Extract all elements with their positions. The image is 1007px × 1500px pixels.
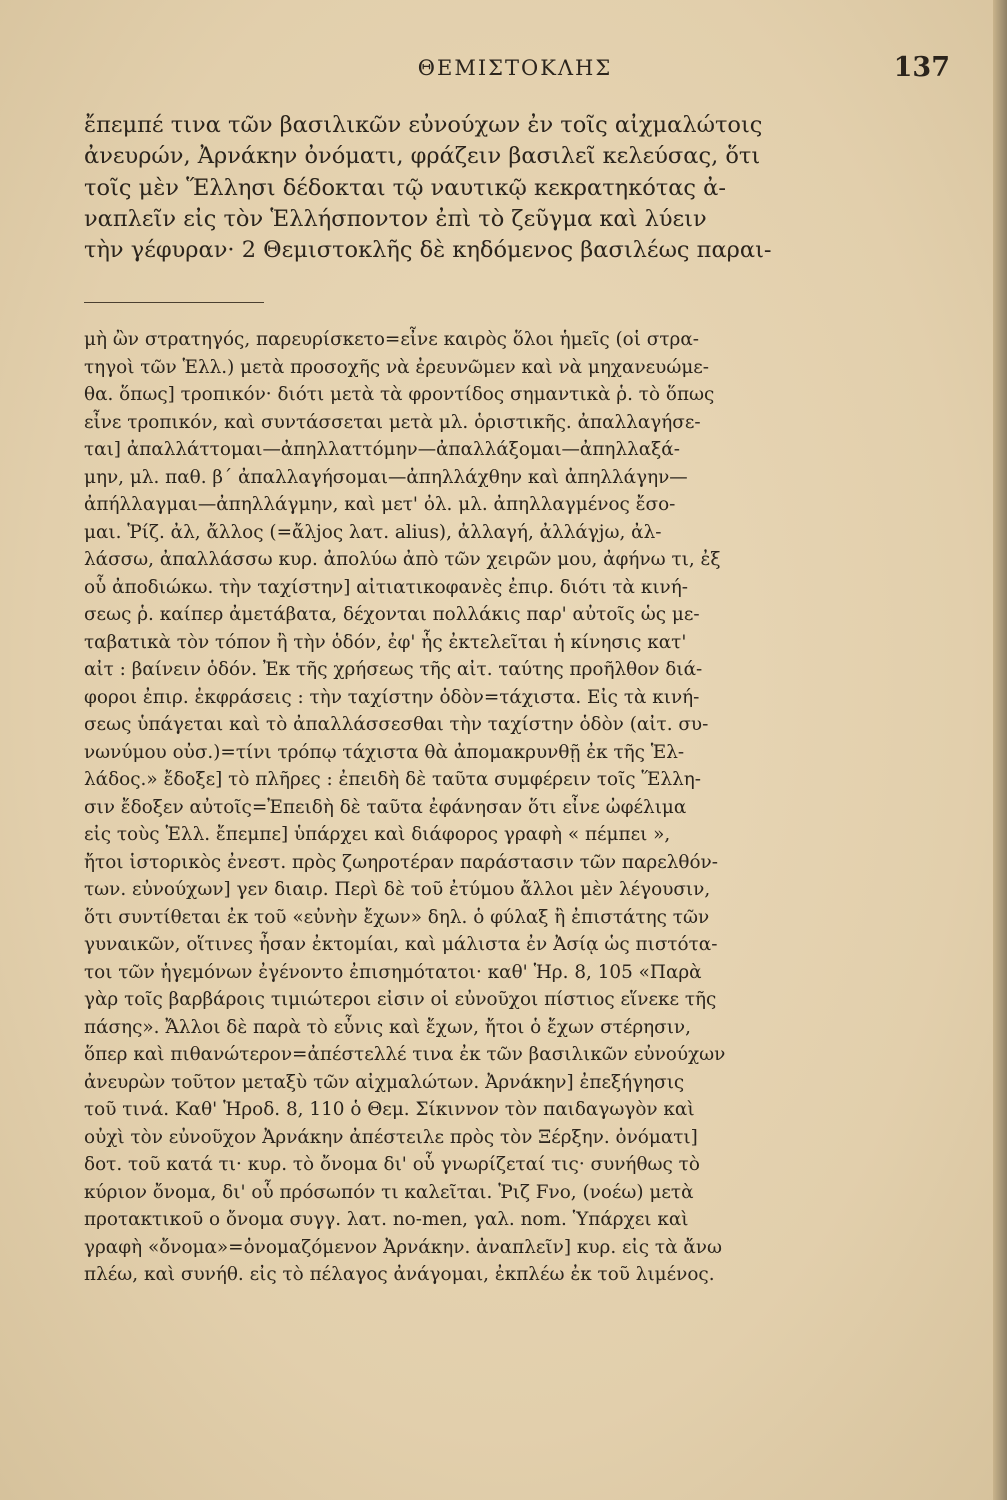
note-line: γυναικῶν, οἵτινες ἦσαν ἐκτομίαι, καὶ μάλιστα ἐν Ἀσίᾳ ὡς πιστότα- bbox=[84, 934, 718, 955]
note-line: κύριον ὄνομα, δι' οὗ πρόσωπόν τι καλεῖται. Ῥιζ Fνο, (νοέω) μετὰ bbox=[84, 1181, 694, 1203]
note-line: θα. ὅπως] τροπικόν· διότι μετὰ τὰ φροντίδος σημαντικὰ ῥ. τὸ ὅπως bbox=[84, 384, 715, 405]
footnote-divider bbox=[84, 302, 264, 303]
main-text-line: τὴν γέφυραν· 2 Θεμιστοκλῆς δὲ κηδόμενος βασιλέως παραι- bbox=[84, 237, 772, 264]
note-line: πάσης». Ἄλλοι δὲ παρὰ τὸ εὖνις καὶ ἔχων, ἤτοι ὁ ἔχων στέρησιν, bbox=[84, 1016, 691, 1038]
note-line: προτακτικοῦ ο ὄνομα συγγ. λατ. no-men, γαλ. nom. Ὑπάρχει καὶ bbox=[84, 1209, 689, 1230]
note-line: εἰς τοὺς Ἑλλ. ἔπεμπε] ὑπάρχει καὶ διάφορος γραφὴ « πέμπει », bbox=[84, 824, 671, 845]
page-header bbox=[80, 50, 950, 90]
note-line: των. εὐνούχων] γεν διαιρ. Περὶ δὲ τοῦ ἐτύμου ἄλλοι μὲν λέγουσιν, bbox=[84, 879, 711, 900]
note-line: οὗ ἀποδιώκω. τὴν ταχίστην] αἰτιατικοφανὲς ἐπιρ. διότι τὰ κινή- bbox=[84, 576, 688, 598]
note-line: φοροι ἐπιρ. ἐκφράσεις : τὴν ταχίστην ὁδὸν=τάχιστα. Εἰς τὰ κινή- bbox=[84, 686, 700, 708]
note-line: τηγοὶ τῶν Ἑλλ.) μετὰ προσοχῆς νὰ ἐρευνῶμεν καὶ νὰ μηχανευώμε- bbox=[84, 356, 710, 378]
main-text-line: ναπλεῖν εἰς τὸν Ἑλλήσποντον ἐπὶ τὸ ζεῦγμα καὶ λύειν bbox=[84, 205, 707, 232]
note-line: γραφὴ «ὄνομα»=ὀνομαζόμενον Ἀρνάκην. ἀναπλεῖν] κυρ. εἰς τὰ ἄνω bbox=[84, 1236, 722, 1258]
note-line: ἤτοι ἱστορικὸς ἐνεστ. πρὸς ζωηροτέραν παράστασιν τῶν παρελθόν- bbox=[84, 851, 718, 873]
main-text-line: ἔπεμπέ τινα τῶν βασιλικῶν εὐνούχων ἐν τοῖς αἰχμαλώτοις bbox=[84, 112, 763, 138]
note-line: μην, μλ. παθ. β´ ἀπαλλαγήσομαι—ἀπηλλάχθην καὶ ἀπηλλάγην— bbox=[84, 466, 688, 488]
note-line: πλέω, καὶ συνήθ. εἰς τὸ πέλαγος ἀνάγομαι, ἐκπλέω ἐκ τοῦ λιμένος. bbox=[84, 1264, 715, 1285]
note-line: οὐχὶ τὸν εὐνοῦχον Ἀρνάκην ἀπέστειλε πρὸς τὸν Ξέρξην. ὀνόματι] bbox=[84, 1126, 698, 1148]
note-line: ται] ἀπαλλάττομαι—ἀπηλλαττόμην—ἀπαλλάξομαι—ἀπηλλαξά- bbox=[84, 439, 680, 460]
note-line: σιν ἔδοξεν αὐτοῖς=Ἐπειδὴ δὲ ταῦτα ἐφάνησαν ὅτι εἶνε ὠφέλιμα bbox=[84, 796, 687, 818]
note-line: λάδος.» ἔδοξε] τὸ πλῆρες : ἐπειδὴ δὲ ταῦτα συμφέρειν τοῖς Ἕλλη- bbox=[84, 769, 702, 790]
main-text-block bbox=[84, 110, 944, 266]
note-line: μὴ ὢν στρατηγός, παρευρίσκετο=εἶνε καιρὸς ὅλοι ἡμεῖς (οἱ στρα- bbox=[84, 329, 699, 350]
note-line: αἰτ : βαίνειν ὁδόν. Ἐκ τῆς χρήσεως τῆς αἰτ. ταύτης προῆλθον διά- bbox=[84, 659, 703, 680]
note-line: ἀνευρὼν τοῦτον μεταξὺ τῶν αἰχμαλώτων. Ἀρνάκην] ἐπεξήγησις bbox=[84, 1071, 685, 1093]
note-line: τοι τῶν ἡγεμόνων ἐγένοντο ἐπισημότατοι· καθ' Ἡρ. 8, 105 «Παρὰ bbox=[84, 961, 702, 983]
running-title: ΘΕΜΙΣΤΟΚΛΗΣ bbox=[417, 56, 613, 80]
note-line: εἶνε τροπικόν, καὶ συντάσσεται μετὰ μλ. ὁριστικῆς. ἀπαλλαγήσε- bbox=[84, 411, 701, 433]
note-line: σεως ὑπάγεται καὶ τὸ ἀπαλλάσσεσθαι τὴν ταχίστην ὁδὸν (αἰτ. συ- bbox=[84, 714, 709, 735]
note-line: σεως ῥ. καίπερ ἀμετάβατα, δέχονται πολλάκις παρ' αὐτοῖς ὡς με- bbox=[84, 604, 700, 625]
main-text-line: τοῖς μὲν Ἕλλησι δέδοκται τῷ ναυτικῷ κεκρατηκότας ἀ- bbox=[84, 174, 726, 201]
note-line: ὅπερ καὶ πιθανώτερον=ἀπέστελλέ τινα ἐκ τῶν βασιλικῶν εὐνούχων bbox=[84, 1044, 726, 1065]
page-number: 137 bbox=[893, 52, 950, 83]
note-line: λάσσω, ἀπαλλάσσω κυρ. ἀπολύω ἀπὸ τῶν χειρῶν μου, ἀφήνω τι, ἐξ bbox=[84, 549, 721, 570]
note-line: τοῦ τινά. Καθ' Ἡροδ. 8, 110 ὁ Θεμ. Σίκιννον τὸν παιδαγωγὸν καὶ bbox=[84, 1099, 695, 1120]
page-edge-shadow bbox=[993, 0, 1007, 1500]
note-line: ταβατικὰ τὸν τόπον ἢ τὴν ὁδόν, ἐφ' ἧς ἐκτελεῖται ἡ κίνησις κατ' bbox=[84, 631, 687, 653]
note-line: δοτ. τοῦ κατά τι· κυρ. τὸ ὄνομα δι' οὗ γνωρίζεταί τις· συνήθως τὸ bbox=[84, 1154, 700, 1175]
note-line: μαι. Ῥίζ. ἀλ, ἄλλος (=ἄλjος λατ. alius), ἀλλαγή, ἀλλάγjω, ἀλ- bbox=[84, 521, 662, 543]
main-text-line: ἀνευρών, Ἀρνάκην ὀνόματι, φράζειν βασιλεῖ κελεύσας, ὅτι bbox=[84, 143, 761, 170]
note-line: γὰρ τοῖς βαρβάροις τιμιώτεροι εἰσιν οἱ εὐνοῦχοι πίστιος εἵνεκε τῆς bbox=[84, 989, 717, 1010]
commentary-notes bbox=[84, 326, 946, 1289]
note-line: ὅτι συντίθεται ἐκ τοῦ «εὐνὴν ἔχων» δηλ. ὁ φύλαξ ἢ ἐπιστάτης τῶν bbox=[84, 906, 710, 928]
note-line: νωνύμου οὐσ.)=τίνι τρόπῳ τάχιστα θὰ ἀπομακρυνθῇ ἐκ τῆς Ἑλ- bbox=[84, 741, 685, 763]
note-line: ἀπήλλαγμαι—ἀπηλλάγμην, καὶ μετ' ὀλ. μλ. ἀπηλλαγμένος ἔσο- bbox=[84, 494, 676, 515]
